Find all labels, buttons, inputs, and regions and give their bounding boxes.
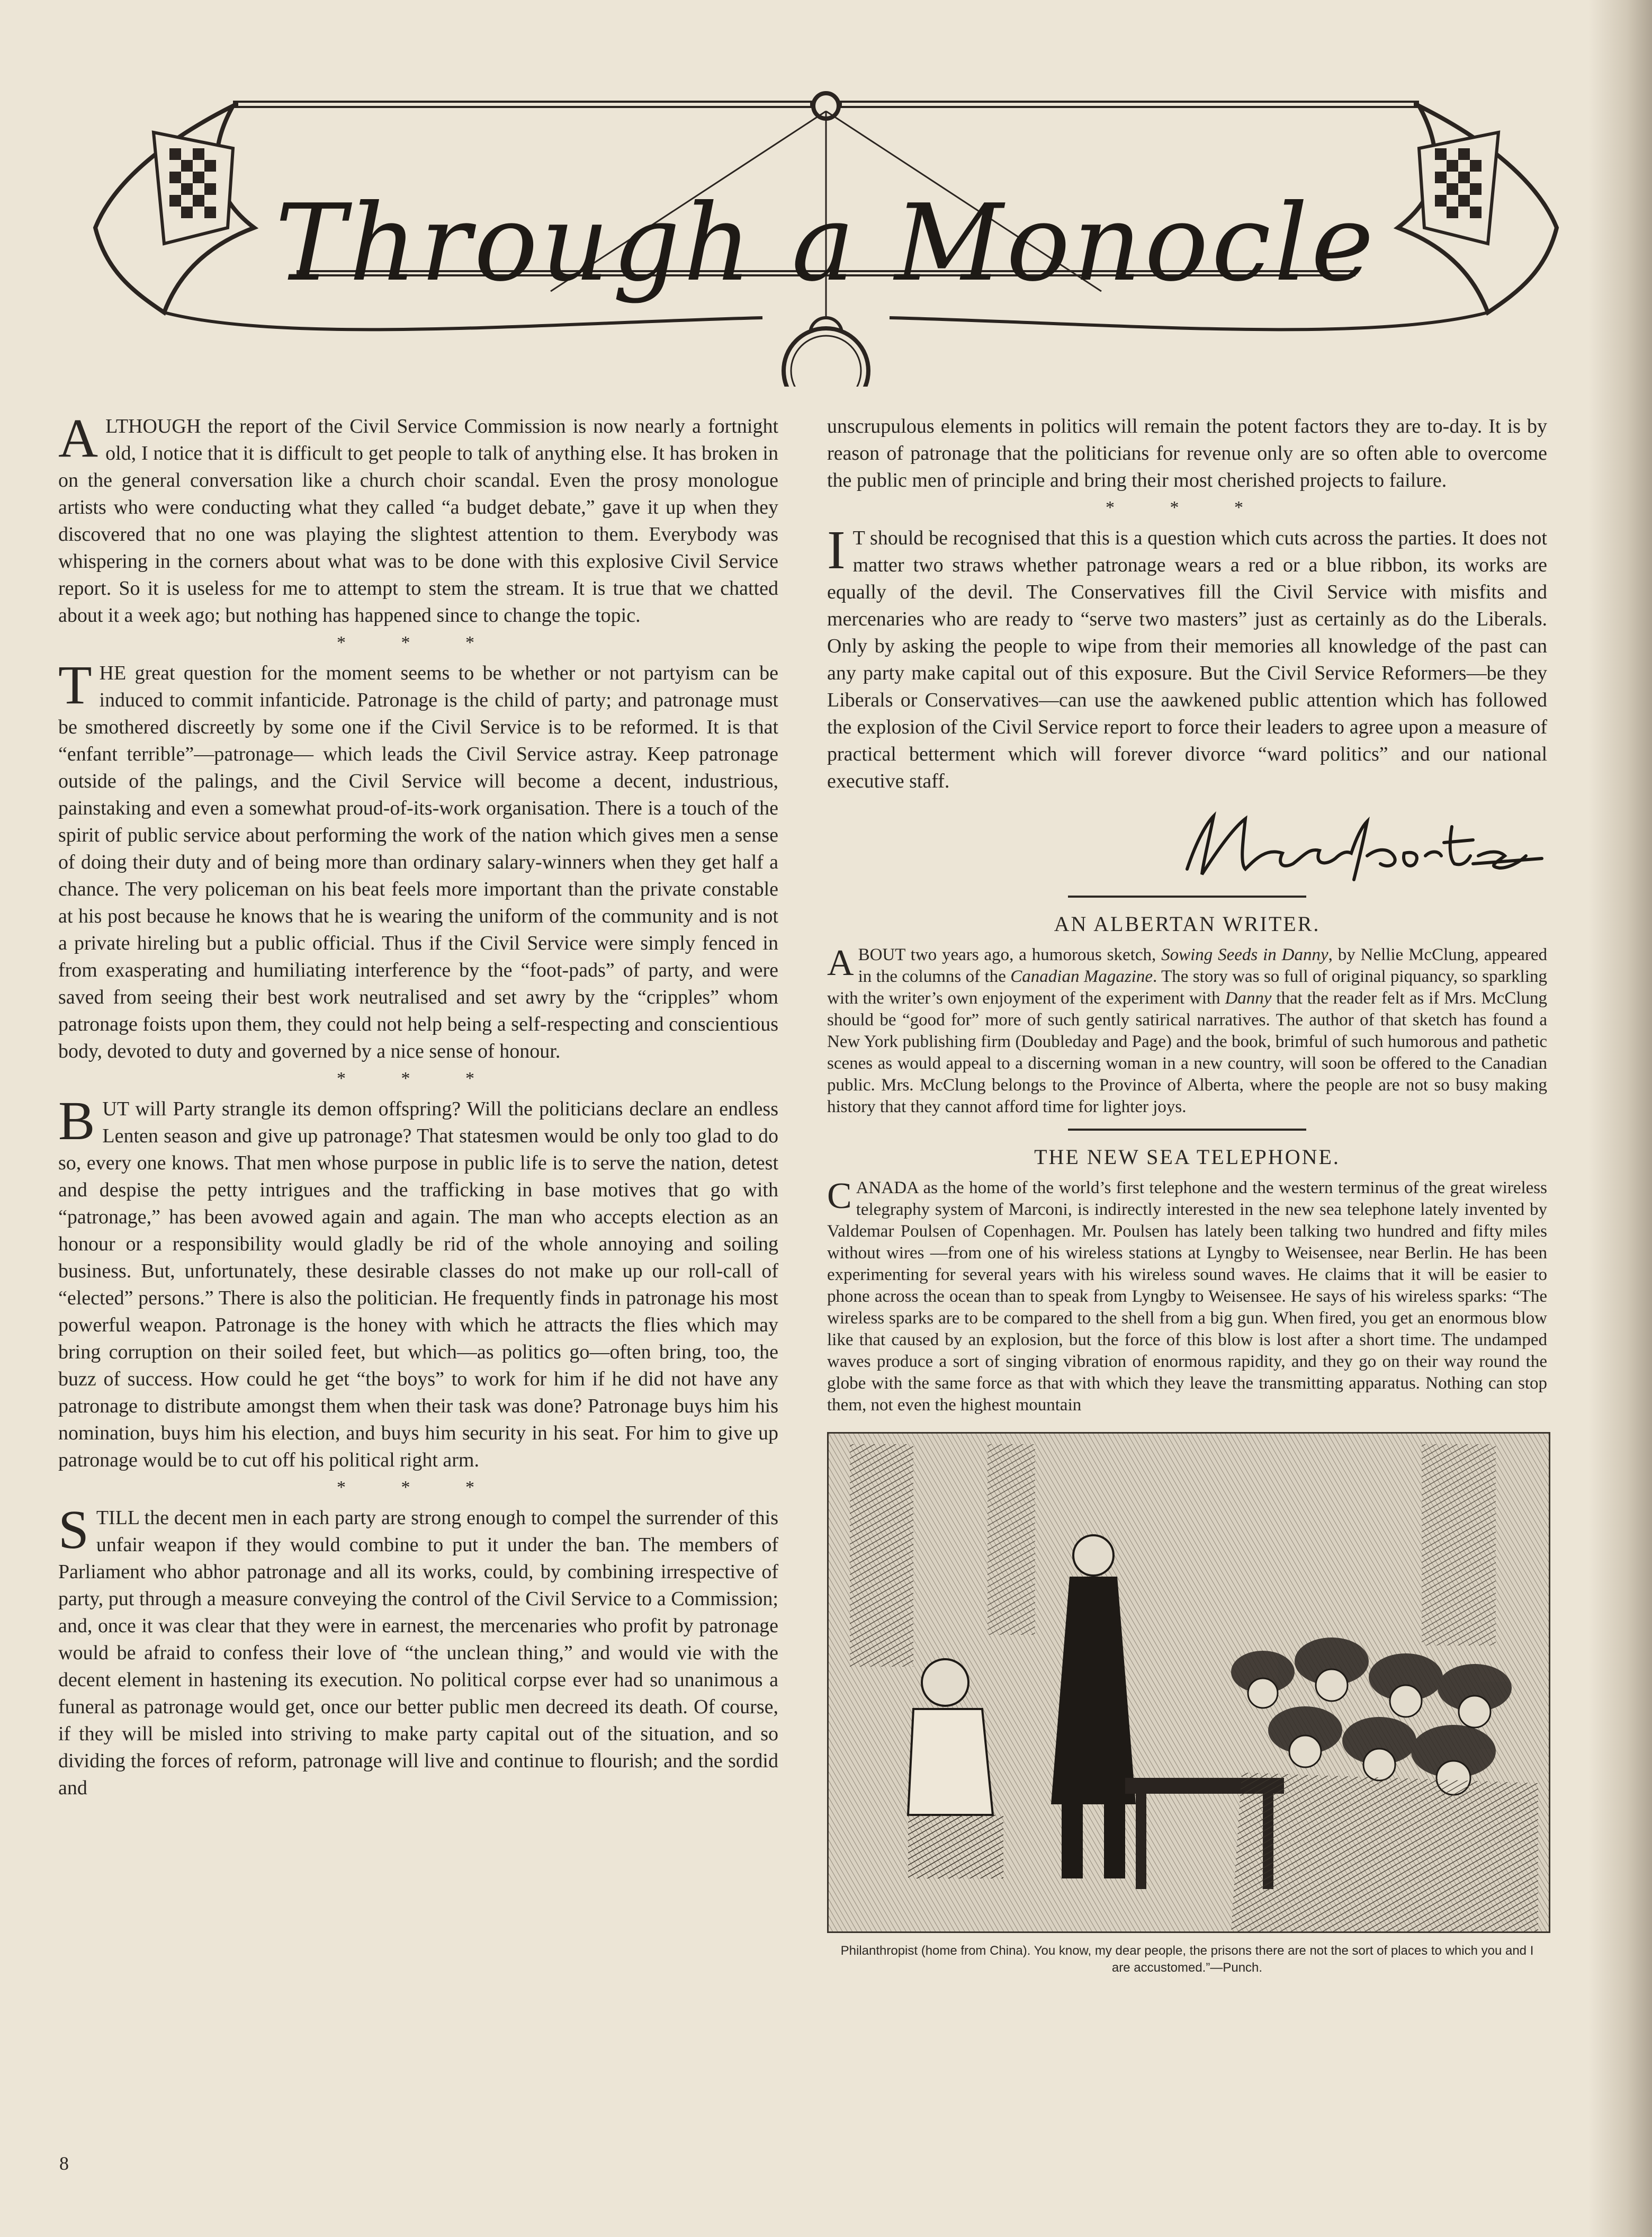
magazine-title: Canadian Magazine [1010, 967, 1153, 986]
drop-cap: B [58, 1090, 95, 1151]
article-text: . The story was so full of original piquancy, so sparkling with the writer’s own enjoyment of the experiment with [827, 967, 1547, 1008]
paragraph-4 [58, 1499, 778, 1802]
drop-cap: S [58, 1499, 89, 1560]
article-text: BOUT two years ago, a humorous sketch, [858, 945, 1162, 964]
section-divider: * * * [337, 633, 500, 652]
paragraph-text: UT will Party strangle its demon offspring? Will the politicians declare an endless Lenten season and give up patronage? That statesmen would be only too glad to do so, every one knows. That men whose purpose in public life is to serve the nation, detest and despise the petty intrigues and the trafficking in base motives that go with “patronage,” has been avowed again and again. The man who accepts election as an honour or a responsibility would gladly be rid of the whole annoying and soiling business. But, unfortunately, these desirable classes do not make up our roll-call of “elected” persons.” There is also the politician. He frequently finds in patronage his most powerful weapon. Patronage is the honey with which he attracts the flies which may bring corruption on their soiled feet, but which—as politics go—often bring, too, the buzz of success. How could he get “the boys” to work for him if he did not have any patronage to distribute amongst them when their task was done? Patronage buys him his nomination, buys him his election, and buys him security in his seat. For him to give up patronage would be to cut off his political right arm. [58, 1098, 778, 1471]
paragraph-6 [827, 520, 1547, 795]
drop-cap: A [58, 408, 98, 469]
section-title-telephone: THE NEW SEA TELEPHONE. [1034, 1145, 1340, 1169]
drop-cap: T [58, 655, 92, 715]
section-rule [1068, 896, 1306, 898]
section-title-albertan: AN ALBERTAN WRITER. [1054, 912, 1321, 936]
albertan-article [827, 944, 1547, 1118]
paragraph-text: TILL the decent men in each party are strong enough to compel the surrender of this unfair weapon if they would combine to put it under the ban. The members of Parliament who abhor patronage and all its works, could, by combining irrespective of party, put through a measure conveying the control of the Civil Service to a Commission; and, once it was clear that they were in earnest, the mercenaries who profit by patronage would be afraid to confess their love of “the unclean thing,” and would vie with the decent element in hastening its execution. No political corpse ever had so unanimous a funeral as patronage would get, once our better public men decreed its death. Of course, if they will be misled into striving to make party capital out of the situation, and so dividing the forces of reform, patronage will live and continue to flourish; and the sordid and [58, 1507, 778, 1799]
drop-cap: A [827, 943, 854, 983]
signature-image [1177, 806, 1547, 885]
section-divider: * * * [337, 1478, 500, 1497]
section-divider: * * * [1106, 498, 1269, 517]
article-text: ANADA as the home of the world’s first telephone and the western terminus of the great wireless telegraphy system of Marconi, is indirectly interested in the new sea telephone lately invented by Valdemar Poulsen of Copenhagen. Mr. Poulsen has lately been talking two hundred and fifty miles without wires —from one of his wireless stations at Lyngby to Weisensee, near Berlin. He has been experimenting for several years with his wireless sound waves. He claims that it will be easier to phone across the ocean than to speak from Lyngby to Weisensee. He says of his wireless sparks: “The wireless sparks are to be compared to the shell from a big gun. When fired, you get an enormous blow like that caused by an explosion, but the force of this blow is lost after a short time. The undamped waves produce a sort of singing vibration of enormous rapidity, and they go on their way round the globe with the same force as that with which they leave the transmitting apparatus. Nothing can stop them, not even the highest mountain [827, 1178, 1547, 1415]
paragraph-text: LTHOUGH the report of the Civil Service Commission is now nearly a fortnight old, I notice that it is difficult to get people to talk of anything else. It has broken in on the general conversation like a church choir scandal. Even the prosy monologue artists who were conducting what they called “a budget debate,” gave it up when they discovered that no one was playing the slightest attention to them. Everybody was whispering in the corners about what was to be done with this explosive Civil Service report. So it is useless for me to attempt to stem the stream. It is true that we chatted about it a week ago; but nothing has happened since to change the topic. [58, 415, 778, 627]
page-title: Through a Monocle [275, 182, 1377, 305]
section-divider: * * * [337, 1069, 500, 1088]
cartoon-drawing [829, 1434, 1549, 1931]
article-text: , by Nellie McClung, appeared in the columns of the [858, 945, 1547, 986]
illustration-caption: Philanthropist (home from China). You know, my dear people, the prisons there are not the sort of places to which you and I are accustomed.”—Punch. [840, 1944, 1534, 1975]
book-reference: Danny [1225, 989, 1272, 1008]
paragraph-1 [58, 408, 778, 629]
page-number: 8 [59, 2153, 69, 2174]
paragraph-2 [58, 655, 778, 1065]
drop-cap: I [827, 520, 846, 580]
right-column [827, 413, 1547, 1976]
article-text: that the reader felt as if Mrs. McClung should be “good for” more of such gently satirical narratives. The author of that sketch has found a New York publishing firm (Doubleday and Page) and the book, brimful of such humorous and pathetic scenes as would appeal to a discerning woman in a new country, will soon be offered to the Canadian public. Mrs. McClung belongs to the Province of Alberta, where the people are not so busy making history that they cannot afford time for lighter joys. [827, 989, 1547, 1116]
masthead [74, 69, 1578, 387]
cartoon-illustration [827, 1432, 1550, 1933]
section-rule [1068, 1129, 1306, 1131]
paragraph-text: T should be recognised that this is a question which cuts across the parties. It does not matter two straws whether patronage wears a red or a blue ribbon, its works are equally of the devil. The Conservatives fill the Civil Service with misfits and mercenaries who are ready to “serve two masters” just as certainly as do the Liberals. Only by asking the people to wipe from their memories all knowledge of the past can any party make capital out of this exposure. But the Civil Service Reformers—be they Liberals or Conservatives—can use the aawkened public attention which has followed the explosion of the Civil Service report to force their leaders to agree upon a measure of practical betterment which will forever divorce “ward politics” and our national executive staff. [827, 527, 1547, 792]
telephone-article [827, 1177, 1547, 1416]
author-signature [827, 806, 1547, 885]
paragraph-5: unscrupulous elements in politics will remain the potent factors they are to-day. It is by reason of patronage that the politicians for revenue only are so often able to overcome the public men of principle and bring their most cherished projects to failure. [827, 415, 1547, 491]
page-edge-shadow [1588, 0, 1652, 2237]
drop-cap: C [827, 1176, 852, 1216]
left-column [58, 408, 778, 1802]
paragraph-text: HE great question for the moment seems to be whether or not partyism can be induced to commit infanticide. Patronage is the child of party; and patronage must be smothered discreetly by some one if the Civil Service is to be reformed. It is that “enfant terrible”—patronage— which leads the Civil Service astray. Keep patronage outside of the palings, and the Civil Service will become a decent, industrious, painstaking and even a somewhat proud-of-its-work organisation. There is a touch of the spirit of public service about performing the work of the nation which gives men a sense of doing their duty and of being more than ordinary salary-winners when they get half a chance. The very policeman on his beat feels more important than the private constable at his post because he knows that he is wearing the uniform of the community and is not a private hireling but a public official. Thus if the Civil Service were simply fenced in from exasperating and humiliating interference by the “foot-pads” of party, and were saved from seeing their best work neutralised and set awry by the “cripples” whom patronage foists upon them, they could not help being a self-respecting and conscientious body, devoted to duty and governed by a nice sense of honour. [58, 662, 778, 1062]
paragraph-3 [58, 1090, 778, 1474]
book-title: Sowing Seeds in Danny [1161, 945, 1328, 964]
